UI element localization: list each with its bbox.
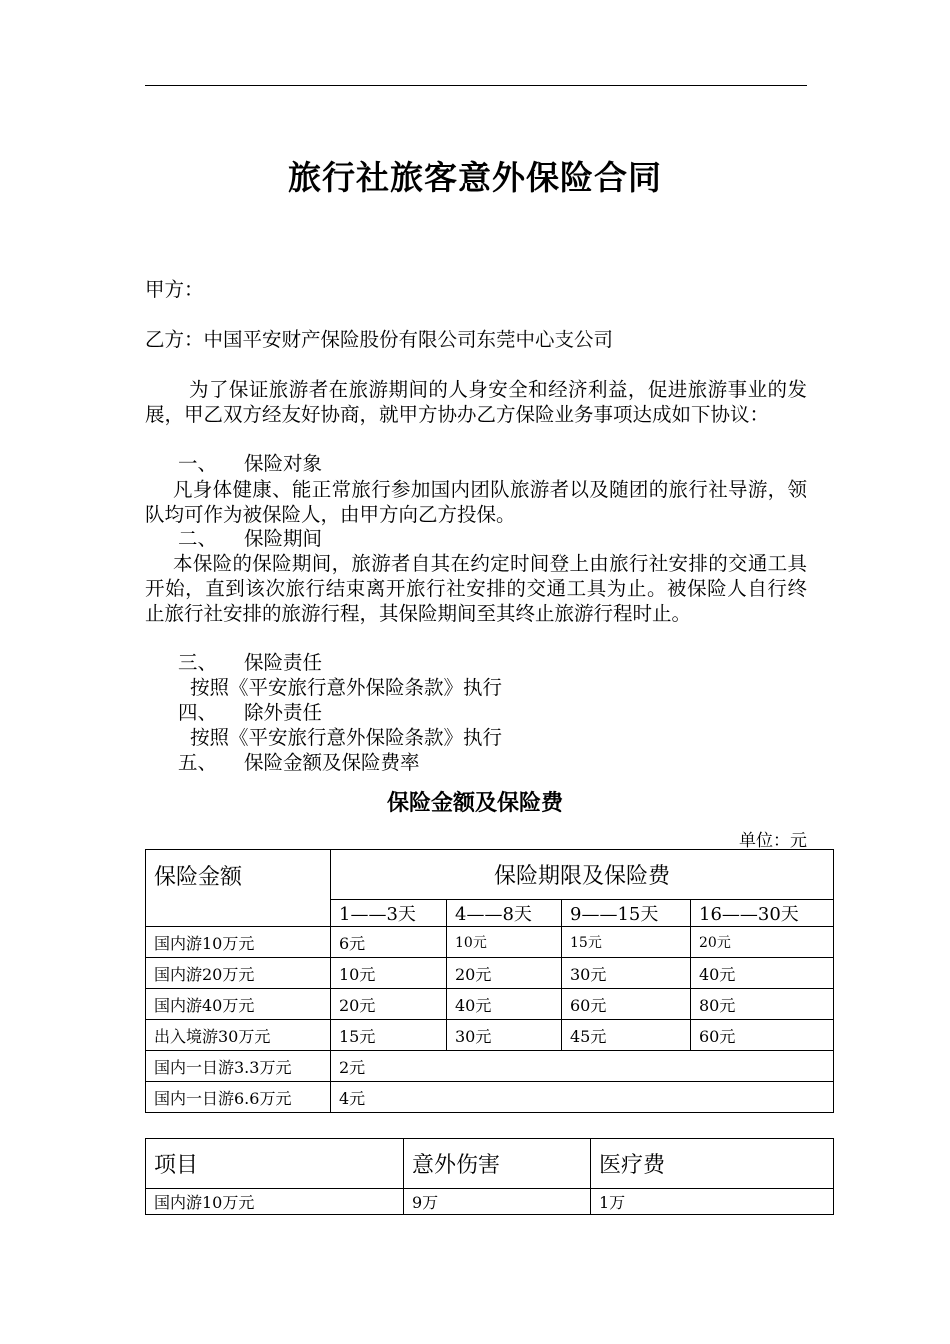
premium-cell: 60元 bbox=[691, 1020, 834, 1051]
row-label: 出入境游30万元 bbox=[146, 1020, 331, 1051]
medical-cell: 1万 bbox=[591, 1189, 834, 1215]
section-number: 一、 bbox=[178, 452, 218, 475]
row-label: 国内游20万元 bbox=[146, 958, 331, 989]
intro-paragraph: 为了保证旅游者在旅游期间的人身安全和经济利益，促进旅游事业的发展，甲乙双方经友好协商，就甲方协办乙方保险业务事项达成如下协议： bbox=[145, 378, 807, 426]
header-amount: 保险金额 bbox=[146, 850, 331, 927]
table-row bbox=[146, 1189, 834, 1215]
section-4-body: 按照《平安旅行意外保险条款》执行 bbox=[190, 726, 503, 749]
table-row bbox=[146, 1020, 834, 1051]
accident-cell: 9万 bbox=[404, 1189, 591, 1215]
header-rule bbox=[145, 85, 807, 86]
premium-cell: 15元 bbox=[562, 927, 691, 958]
period-cell: 9——15天 bbox=[562, 900, 691, 927]
header-item: 项目 bbox=[146, 1139, 404, 1189]
table-row bbox=[146, 927, 834, 958]
premium-cell: 15元 bbox=[331, 1020, 447, 1051]
section-number: 三、 bbox=[178, 651, 218, 674]
section-5-heading bbox=[178, 750, 420, 776]
table-row bbox=[146, 1051, 834, 1082]
premium-cell: 30元 bbox=[562, 958, 691, 989]
premium-cell: 40元 bbox=[447, 989, 562, 1020]
row-label: 国内一日游3.3万元 bbox=[146, 1051, 331, 1082]
row-label: 国内游10万元 bbox=[146, 1189, 404, 1215]
premium-cell: 10元 bbox=[331, 958, 447, 989]
section-2-heading bbox=[178, 526, 322, 552]
premium-cell: 6元 bbox=[331, 927, 447, 958]
section-title: 保险期间 bbox=[244, 527, 323, 550]
document-title: 旅行社旅客意外保险合同 bbox=[288, 158, 662, 197]
section-title: 除外责任 bbox=[244, 701, 323, 724]
table-row bbox=[146, 1082, 834, 1113]
premium-cell: 2元 bbox=[331, 1051, 834, 1082]
premium-cell: 20元 bbox=[447, 958, 562, 989]
header-accident: 意外伤害 bbox=[404, 1139, 591, 1189]
section-title: 保险金额及保险费率 bbox=[244, 751, 420, 774]
header-medical: 医疗费 bbox=[591, 1139, 834, 1189]
section-3-heading bbox=[178, 650, 322, 676]
premium-cell: 40元 bbox=[691, 958, 834, 989]
section-1-body: 凡身体健康、能正常旅行参加国内团队旅游者以及随团的旅行社导游，领队均可作为被保险人，由甲方向乙方投保。 bbox=[145, 478, 807, 526]
premium-cell: 30元 bbox=[447, 1020, 562, 1051]
table-header-row bbox=[146, 1139, 834, 1189]
section-number: 五、 bbox=[178, 751, 218, 774]
party-a: 甲方： bbox=[145, 278, 204, 301]
section-number: 四、 bbox=[178, 701, 218, 724]
premium-cell: 20元 bbox=[691, 927, 834, 958]
table-header-row bbox=[146, 850, 834, 900]
premium-cell: 20元 bbox=[331, 989, 447, 1020]
premium-cell: 60元 bbox=[562, 989, 691, 1020]
coverage-table bbox=[145, 1138, 834, 1215]
premium-cell: 10元 bbox=[447, 927, 562, 958]
row-label: 国内游40万元 bbox=[146, 989, 331, 1020]
row-label: 国内游10万元 bbox=[146, 927, 331, 958]
period-cell: 4——8天 bbox=[447, 900, 562, 927]
section-4-heading bbox=[178, 700, 322, 726]
table-row bbox=[146, 989, 834, 1020]
premium-cell: 80元 bbox=[691, 989, 834, 1020]
section-2-body: 本保险的保险期间，旅游者自其在约定时间登上由旅行社安排的交通工具开始，直到该次旅行结束离开旅行社安排的交通工具为止。被保险人自行终止旅行社安排的旅游行程，其保险期间至其终止旅游行程时止。 bbox=[145, 552, 807, 625]
section-title: 保险责任 bbox=[244, 651, 323, 674]
header-period: 保险期限及保险费 bbox=[331, 850, 834, 900]
section-3-body: 按照《平安旅行意外保险条款》执行 bbox=[190, 676, 503, 699]
period-cell: 1——3天 bbox=[331, 900, 447, 927]
table-row bbox=[146, 958, 834, 989]
premium-table bbox=[145, 849, 834, 1113]
party-b: 乙方：中国平安财产保险股份有限公司东莞中心支公司 bbox=[145, 328, 614, 351]
table-title: 保险金额及保险费 bbox=[386, 791, 563, 816]
period-cell: 16——30天 bbox=[691, 900, 834, 927]
section-title: 保险对象 bbox=[244, 452, 323, 475]
premium-cell: 4元 bbox=[331, 1082, 834, 1113]
section-1-heading bbox=[178, 451, 322, 477]
section-number: 二、 bbox=[178, 527, 218, 550]
premium-cell: 45元 bbox=[562, 1020, 691, 1051]
row-label: 国内一日游6.6万元 bbox=[146, 1082, 331, 1113]
unit-label: 单位：元 bbox=[739, 831, 807, 851]
